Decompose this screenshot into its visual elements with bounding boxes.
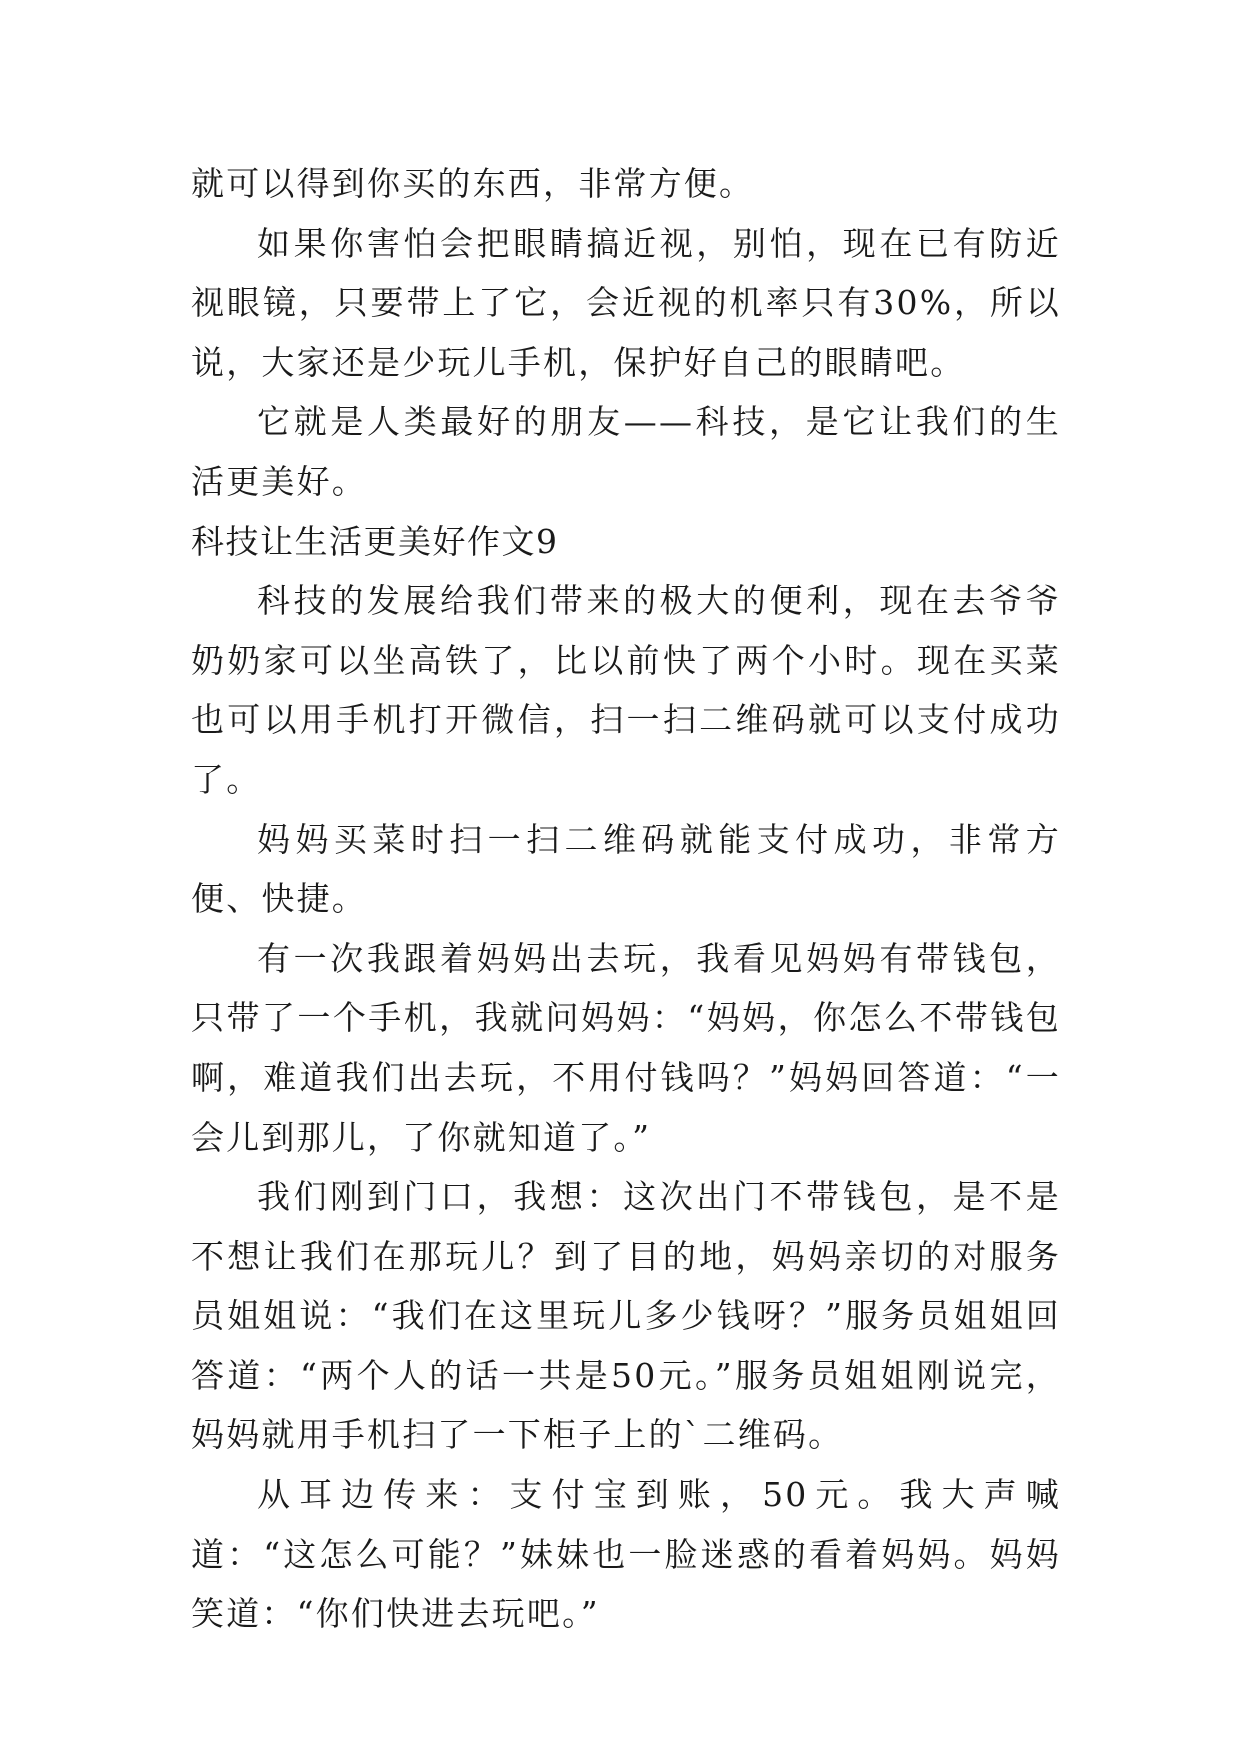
paragraph: 科技的发展给我们带来的极大的便利，现在去爷爷奶奶家可以坐高铁了，比以前快了两个小时。现在买菜也可以用手机打开微信，扫一扫二维码就可以支付成功了。	[191, 581, 1061, 799]
paragraph: 就可以得到你买的东西，非常方便。	[191, 164, 755, 203]
document-body	[191, 154, 1061, 1644]
section-title: 科技让生活更美好作文9	[191, 521, 559, 561]
paragraph: 妈妈买菜时扫一扫二维码就能支付成功，非常方便、快捷。	[191, 819, 1061, 919]
paragraph: 它就是人类最好的朋友——科技，是它让我们的生活更美好。	[191, 402, 1061, 501]
paragraph: 我们刚到门口，我想：这次出门不带钱包，是不是不想让我们在那玩儿？到了目的地，妈妈亲切的对服务员姐姐说：“我们在这里玩儿多少钱呀？”服务员姐姐回答道：“两个人的话一共是50元。”服务员姐姐刚说完，妈妈就用手机扫了一下柜子上的`二维码。	[191, 1177, 1061, 1455]
paragraph: 从耳边传来：支付宝到账，50元。我大声喊道：“这怎么可能？”妹妹也一脸迷惑的看着妈妈。妈妈笑道：“你们快进去玩吧。”	[191, 1475, 1061, 1634]
paragraph: 如果你害怕会把眼睛搞近视，别怕，现在已有防近视眼镜，只要带上了它，会近视的机率只有30%，所以说，大家还是少玩儿手机，保护好自己的眼睛吧。	[191, 223, 1061, 382]
paragraph: 有一次我跟着妈妈出去玩，我看见妈妈有带钱包，只带了一个手机，我就问妈妈：“妈妈，你怎么不带钱包啊，难道我们出去玩，不用付钱吗？”妈妈回答道：“一会儿到那儿，了你就知道了。”	[191, 938, 1061, 1157]
